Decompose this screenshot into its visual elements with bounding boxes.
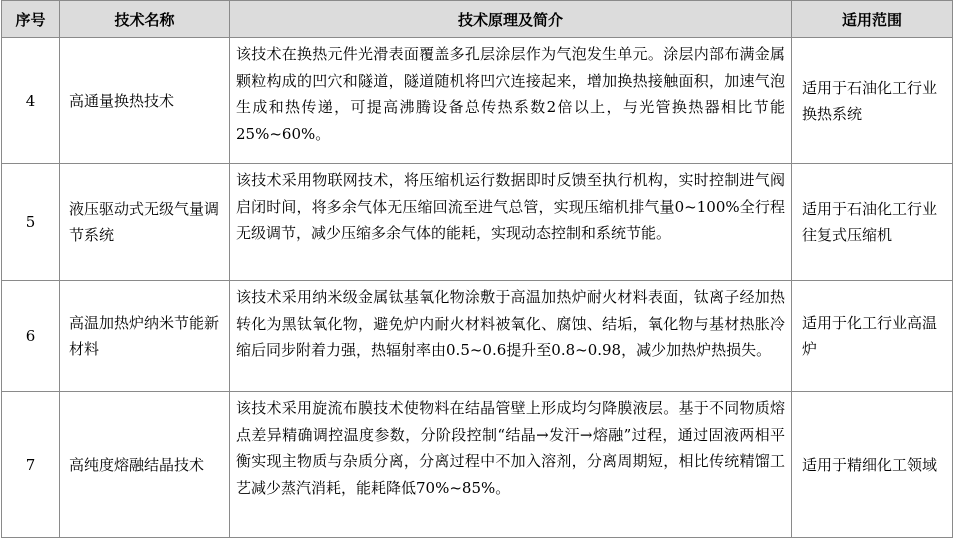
tech-description: 该技术采用旋流布膜技术使物料在结晶管壁上形成均匀降膜液层。基于不同物质熔点差异精确调控温度参数，分阶段控制“结晶→发汗→熔融”过程，通过固液两相平衡实现主物质与杂质分离，分离过程中不加入溶剂，分离周期短，相比传统精馏工艺减少蒸汽消耗，能耗降低70%~85%。 (230, 392, 792, 538)
table-row (2, 281, 953, 392)
header-scope: 适用范围 (792, 1, 953, 38)
table-row (2, 164, 953, 281)
application-scope: 适用于精细化工领域 (792, 392, 953, 538)
application-scope: 适用于石油化工行业往复式压缩机 (792, 164, 953, 281)
header-name: 技术名称 (60, 1, 230, 38)
row-number: 5 (2, 164, 60, 281)
tech-description: 该技术采用纳米级金属钛基氧化物涂敷于高温加热炉耐火材料表面，钛离子经加热转化为黑钛氧化物，避免炉内耐火材料被氧化、腐蚀、结垢，氧化物与基材热胀冷缩后同步附着力强，热辐射率由0.5~0.6提升至0.8~0.98，减少加热炉热损失。 (230, 281, 792, 392)
table-row (2, 38, 953, 164)
tech-description: 该技术采用物联网技术，将压缩机运行数据即时反馈至执行机构，实时控制进气阀启闭时间，将多余气体无压缩回流至进气总管，实现压缩机排气量0~100%全行程无级调节，减少压缩多余气体的能耗，实现动态控制和系统节能。 (230, 164, 792, 281)
header-no: 序号 (2, 1, 60, 38)
tech-name: 高温加热炉纳米节能新材料 (60, 281, 230, 392)
tech-name: 液压驱动式无级气量调节系统 (60, 164, 230, 281)
application-scope: 适用于化工行业高温炉 (792, 281, 953, 392)
row-number: 4 (2, 38, 60, 164)
header-desc: 技术原理及简介 (230, 1, 792, 38)
row-number: 6 (2, 281, 60, 392)
table-row (2, 392, 953, 538)
application-scope: 适用于石油化工行业换热系统 (792, 38, 953, 164)
tech-description: 该技术在换热元件光滑表面覆盖多孔层涂层作为气泡发生单元。涂层内部布满金属颗粒构成的凹穴和隧道，隧道随机将凹穴连接起来，增加换热接触面积，加速气泡生成和热传递，可提高沸腾设备总传热系数2倍以上，与光管换热器相比节能25%~60%。 (230, 38, 792, 164)
tech-name: 高通量换热技术 (60, 38, 230, 164)
tech-table (1, 0, 953, 538)
tech-name: 高纯度熔融结晶技术 (60, 392, 230, 538)
table-header-row (2, 1, 953, 38)
row-number: 7 (2, 392, 60, 538)
